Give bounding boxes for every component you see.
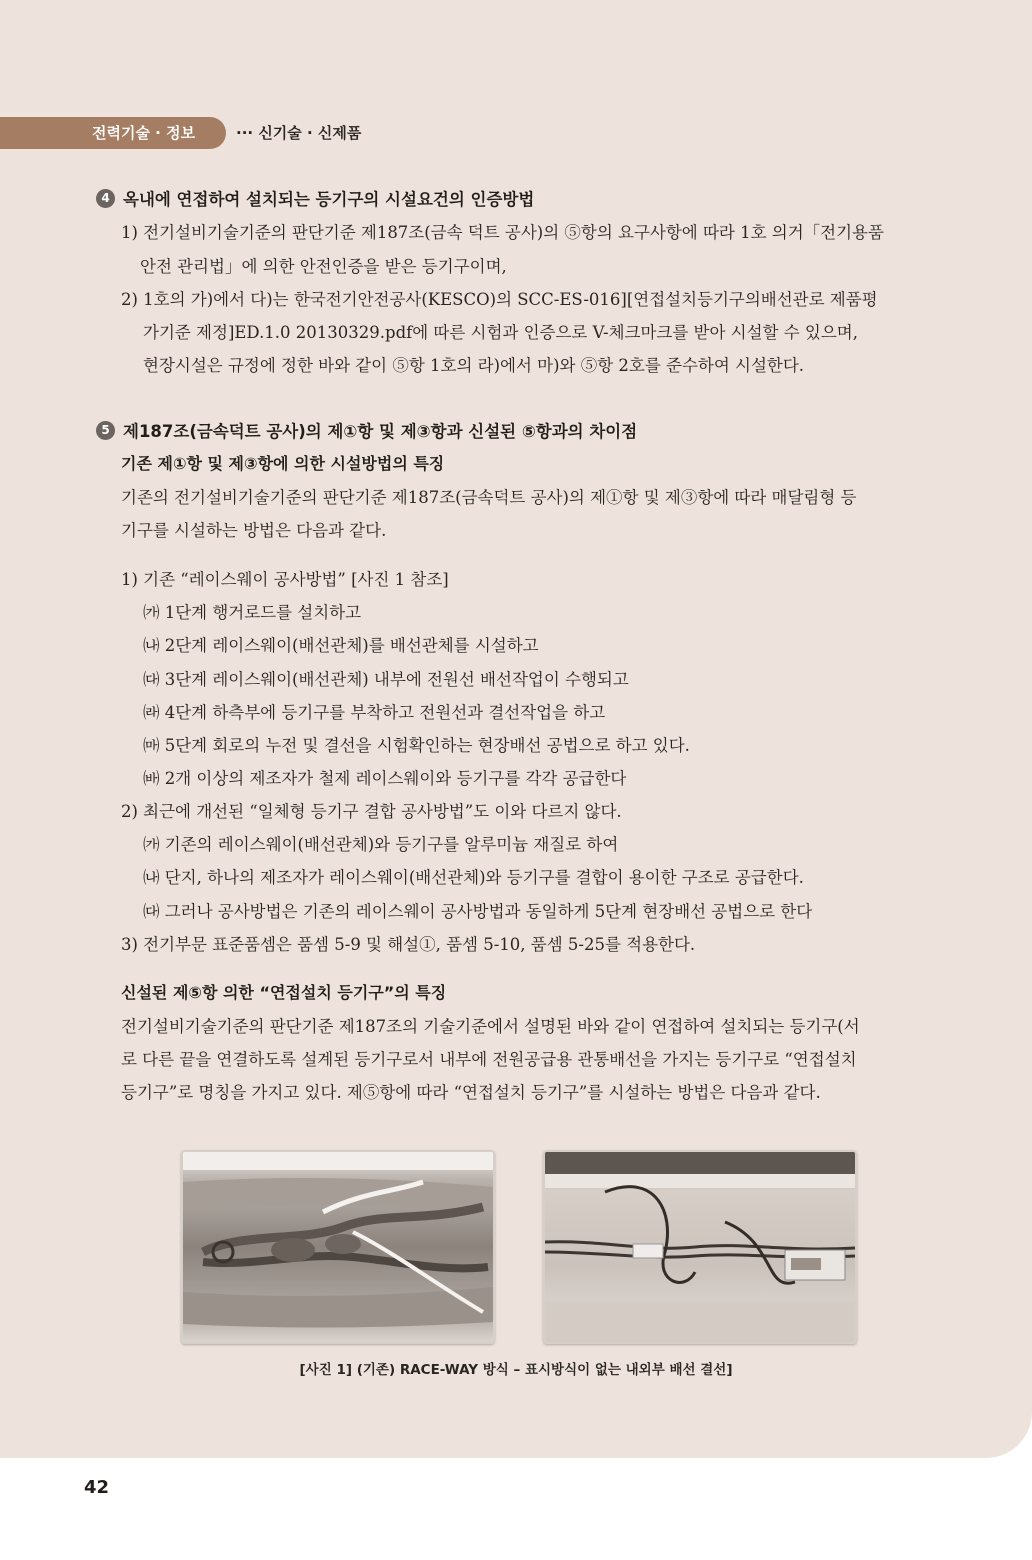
list-item: ㈐ 그러나 공사방법은 기존의 레이스웨이 공사방법과 동일하게 5단계 현장배선 공법으로 한다	[143, 902, 813, 921]
list-item: ㈒ 5단계 회로의 누전 및 결선을 시험확인하는 현장배선 공법으로 하고 있다.	[143, 736, 690, 755]
subsection-header-label: ··· 신기술 · 신제품	[236, 124, 362, 142]
list-item: 1) 기존 “레이스웨이 공사방법” [사진 1 참조]	[121, 570, 449, 589]
list-item: ㈑ 4단계 하측부에 등기구를 부착하고 전원선과 결선작업을 하고	[143, 703, 606, 722]
photo-raceway-wiring-left	[181, 1150, 495, 1344]
section-5-heading	[96, 418, 637, 442]
section-5-new-line: 로 다른 끝을 연결하도록 설계된 등기구로서 내부에 전원공급용 관통배선을 가지는 등기구로 “연접설치	[121, 1050, 857, 1069]
section-5-new-line: 전기설비기술기준의 판단기준 제187조의 기술기준에서 설명된 바와 같이 연접하여 설치되는 등기구(서	[121, 1017, 860, 1036]
page-number: 42	[84, 1477, 110, 1498]
section-4-line: 안전 관리법」에 의한 안전인증을 받은 등기구이며,	[140, 257, 507, 276]
list-item: 2) 최근에 개선된 “일체형 등기구 결합 공사방법”도 이와 다르지 않다.	[121, 802, 622, 821]
list-item: ㈎ 기존의 레이스웨이(배선관체)와 등기구를 알루미늄 재질로 하여	[143, 835, 619, 854]
section-5-intro-line: 기존의 전기설비기술기준의 판단기준 제187조(금속덕트 공사)의 제①항 및 제③항에 따라 매달림형 등	[121, 488, 857, 507]
list-item: ㈏ 단지, 하나의 제조자가 레이스웨이(배선관체)와 등기구를 결합이 용이한 구조로 공급한다.	[143, 868, 804, 887]
section-4-line: 가기준 제정]ED.1.0 20130329.pdf에 따른 시험과 인증으로 V-체크마크를 받아 시설할 수 있으며,	[143, 323, 858, 342]
figure-caption: [사진 1] (기존) RACE-WAY 방식 – 표시방식이 없는 내외부 배선 결선]	[299, 1362, 733, 1378]
section-5-subheading-new: 신설된 제⑤항 의한 “연접설치 등기구”의 특징	[121, 983, 447, 1002]
section-4-line: 2) 1호의 가)에서 다)는 한국전기안전공사(KESCO)의 SCC-ES-016][연접설치등기구의배선관로 제품평	[121, 290, 878, 309]
photo-raceway-wiring-left-image	[183, 1152, 493, 1342]
photo-raceway-wiring-right-image	[545, 1152, 855, 1342]
section-4-number-badge: 4	[96, 189, 115, 208]
section-4-heading	[96, 186, 534, 210]
section-5-new-line: 등기구”로 명칭을 가지고 있다. 제⑤항에 따라 “연접설치 등기구”를 시설하는 방법은 다음과 같다.	[121, 1083, 821, 1102]
section-header-pill	[0, 117, 226, 149]
section-5-number-badge: 5	[96, 421, 115, 440]
section-header-label: 전력기술 · 정보	[92, 124, 196, 142]
list-item: 3) 전기부문 표준품셈은 품셈 5-9 및 해설①, 품셈 5-10, 품셈 5-25를 적용한다.	[121, 935, 696, 954]
section-4-line: 1) 전기설비기술기준의 판단기준 제187조(금속 덕트 공사)의 ⑤항의 요구사항에 따라 1호 의거「전기용품	[121, 223, 884, 242]
section-5-intro-line: 기구를 시설하는 방법은 다음과 같다.	[121, 521, 387, 540]
section-4-line: 현장시설은 규정에 정한 바와 같이 ⑤항 1호의 라)에서 마)와 ⑤항 2호를 준수하여 시설한다.	[143, 356, 805, 375]
photo-raceway-wiring-right	[543, 1150, 857, 1344]
list-item: ㈏ 2단계 레이스웨이(배선관체)를 배선관체를 시설하고	[143, 636, 539, 655]
list-item: ㈎ 1단계 행거로드를 설치하고	[143, 603, 362, 622]
list-item: ㈓ 2개 이상의 제조자가 철제 레이스웨이와 등기구를 각각 공급한다	[143, 769, 627, 788]
section-5-title: 제187조(금속덕트 공사)의 제①항 및 제③항과 신설된 ⑤항과의 차이점	[123, 422, 638, 441]
section-4-title: 옥내에 연접하여 설치되는 등기구의 시설요건의 인증방법	[123, 190, 535, 209]
section-5-subheading: 기존 제①항 및 제③항에 의한 시설방법의 특징	[121, 454, 445, 473]
list-item: ㈐ 3단계 레이스웨이(배선관체) 내부에 전원선 배선작업이 수행되고	[143, 670, 629, 689]
